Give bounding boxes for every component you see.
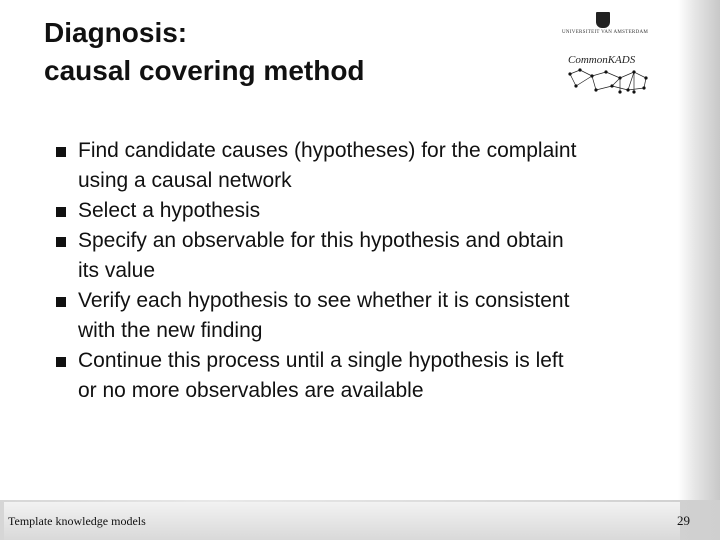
network-graph-icon xyxy=(566,66,650,96)
university-logo xyxy=(562,12,649,42)
crest-icon xyxy=(596,12,610,28)
university-logo-text: UNIVERSITEIT VAN AMSTERDAM xyxy=(562,30,649,35)
list-item xyxy=(56,286,666,346)
footer-text: Template knowledge models xyxy=(8,514,146,528)
list-item xyxy=(56,226,666,286)
side-gradient-strip xyxy=(678,0,720,540)
bullet-text-line-2: with the new finding xyxy=(78,319,263,342)
bullet-text-line-2: or no more observables are available xyxy=(78,379,424,402)
bullet-text-line-2: using a causal network xyxy=(78,169,292,192)
bullet-text-line-1: Find candidate causes (hypotheses) for the complaint xyxy=(78,139,577,162)
commonkads-logo-text: CommonKADS xyxy=(568,54,636,66)
slide-title xyxy=(44,14,514,90)
title-line-2: causal covering method xyxy=(44,55,365,86)
square-bullet-icon xyxy=(56,357,66,367)
bullet-text-line-2: its value xyxy=(78,259,156,282)
bullet-text-line-1: Select a hypothesis xyxy=(78,199,261,222)
bullet-list xyxy=(56,136,666,406)
list-item xyxy=(56,346,666,406)
commonkads-logo xyxy=(566,54,650,96)
square-bullet-icon xyxy=(56,207,66,217)
square-bullet-icon xyxy=(56,297,66,307)
page-number: 29 xyxy=(677,513,690,528)
list-item xyxy=(56,196,666,226)
bullet-text-line-1: Continue this process until a single hypothesis is left xyxy=(78,349,564,372)
bullet-text-line-1: Verify each hypothesis to see whether it is consistent xyxy=(78,289,570,312)
list-item xyxy=(56,136,666,196)
square-bullet-icon xyxy=(56,147,66,157)
title-line-1: Diagnosis: xyxy=(44,17,188,48)
bullet-text-line-1: Specify an observable for this hypothesis and obtain xyxy=(78,229,564,252)
square-bullet-icon xyxy=(56,237,66,247)
